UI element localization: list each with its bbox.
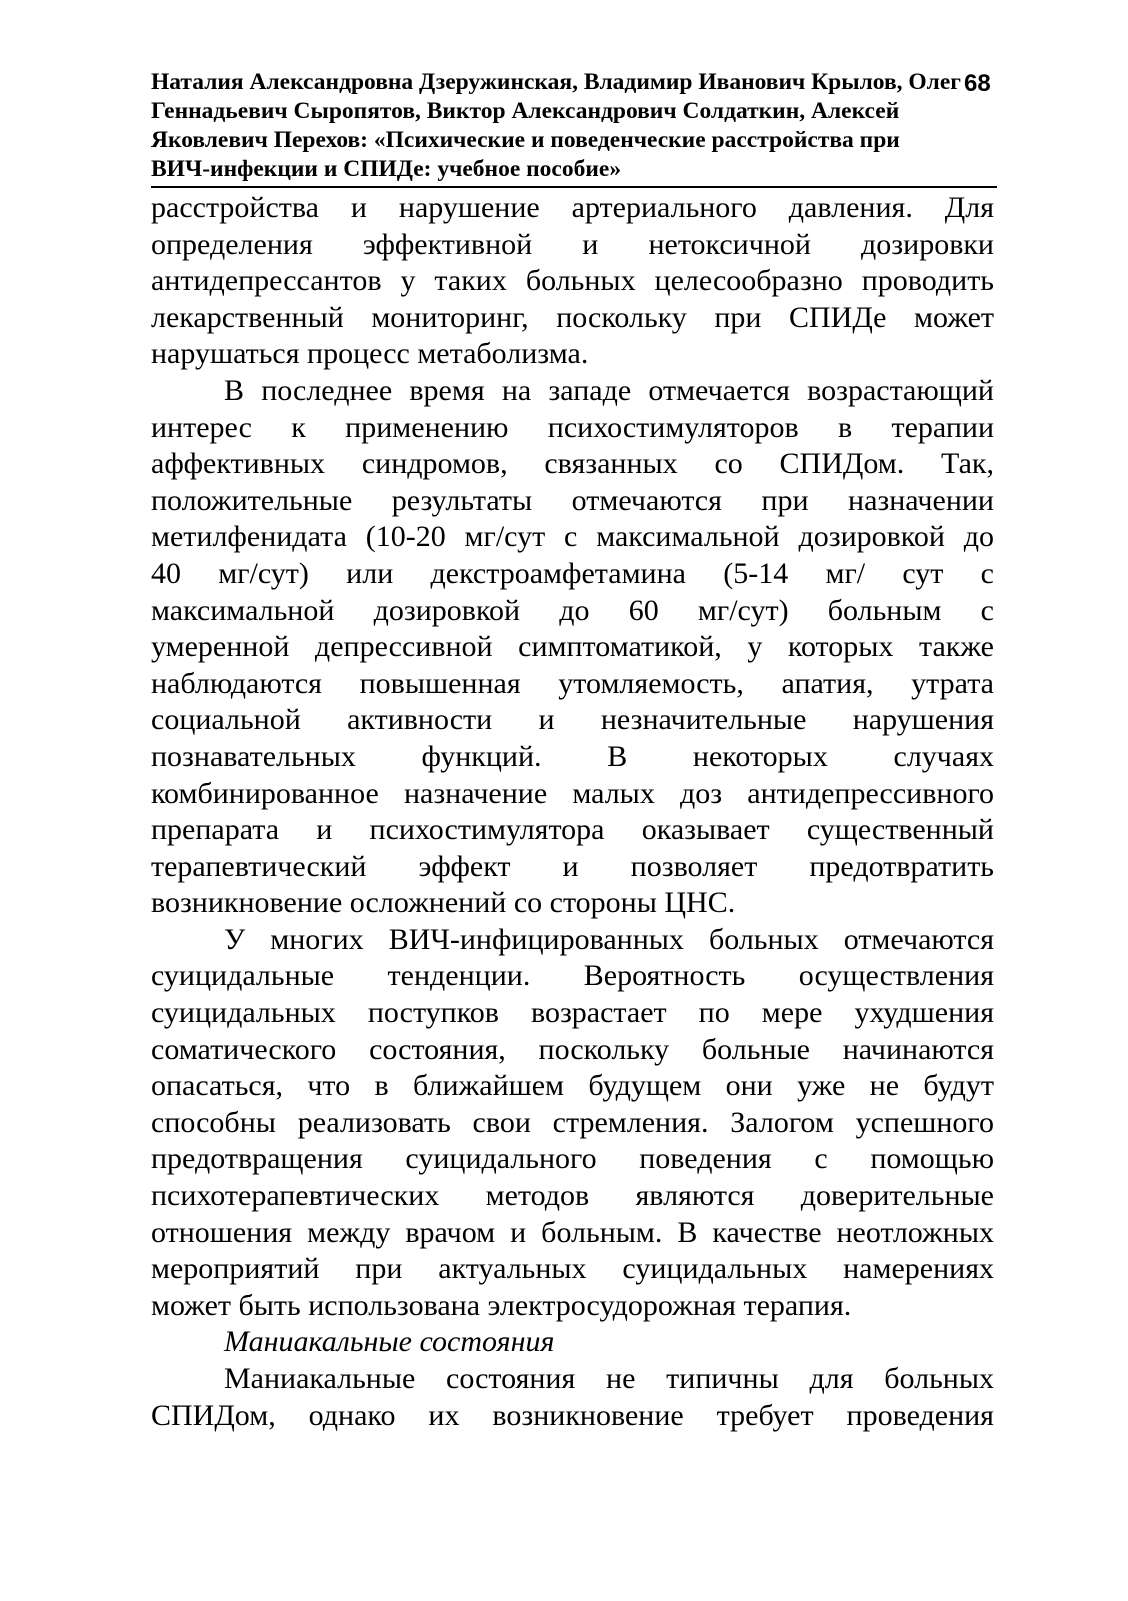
text-line: психотерапевтических методов являются доверительные	[151, 1179, 994, 1213]
header-line: Яковлевич Перехов: «Психические и поведенческие расстройства при	[151, 127, 900, 153]
text-line: наблюдаются повышенная утомляемость, апатия, утрата	[151, 666, 994, 700]
paragraph	[151, 1361, 994, 1434]
text-line: СПИДом, однако их возникновение требует проведения	[151, 1398, 994, 1432]
header-line: ВИЧ-инфекции и СПИДе: учебное пособие»	[151, 156, 622, 182]
text-line: метилфенидата (10-20 мг/сут с максимальной дозировкой до	[151, 520, 994, 554]
text-line: соматического состояния, поскольку больные начинаются	[151, 1032, 994, 1066]
text-line: может быть использована электросудорожная терапия.	[151, 1288, 852, 1322]
text-line: 40 мг/сут) или декстроамфетамина (5-14 мг/ сут с	[151, 556, 994, 590]
page-number: 68	[964, 70, 991, 97]
text-line: опасаться, что в ближайшем будущем они уже не будут	[151, 1069, 994, 1103]
text-line: препарата и психостимулятора оказывает существенный	[151, 813, 994, 847]
text-line: антидепрессантов у таких больных целесообразно проводить	[151, 264, 994, 298]
page-body	[151, 190, 994, 1434]
text-line: умеренной депрессивной симптоматикой, у которых также	[151, 630, 994, 664]
text-line: суицидальных поступков возрастает по мере ухудшения	[151, 996, 994, 1030]
text-line: нарушаться процесс метаболизма.	[151, 337, 589, 371]
text-line: определения эффективной и нетоксичной дозировки	[151, 227, 994, 261]
text-line: терапевтический эффект и позволяет предотвратить	[151, 849, 994, 883]
text-line: отношения между врачом и больным. В качестве неотложных	[151, 1215, 994, 1249]
text-line: интерес к применению психостимуляторов в терапии	[151, 410, 994, 444]
text-line: максимальной дозировкой до 60 мг/сут) больным с	[151, 593, 994, 627]
section-subheading: Маниакальные состояния	[224, 1325, 555, 1359]
text-line: предотвращения суицидального поведения с помощью	[151, 1142, 994, 1176]
text-line: В последнее время на западе отмечается возрастающий	[224, 373, 994, 407]
text-line: познавательных функций. В некоторых случаях	[151, 739, 994, 773]
text-line: способны реализовать свои стремления. Залогом успешного	[151, 1105, 994, 1139]
text-line: возникновение осложнений со стороны ЦНС.	[151, 886, 736, 920]
header-line: Геннадьевич Сыропятов, Виктор Александрович Солдаткин, Алексей	[151, 98, 900, 124]
paragraph	[151, 922, 994, 1325]
paragraph	[151, 373, 994, 922]
text-line: мероприятий при актуальных суицидальных намерениях	[151, 1252, 994, 1286]
text-line: аффективных синдромов, связанных со СПИДом. Так,	[151, 447, 994, 481]
text-line: комбинированное назначение малых доз антидепрессивного	[151, 776, 994, 810]
text-line: лекарственный мониторинг, поскольку при СПИДе может	[151, 300, 994, 334]
running-header	[151, 68, 994, 184]
header-line: Наталия Александровна Дзеружинская, Владимир Иванович Крылов, Олег	[151, 69, 961, 95]
text-line: расстройства и нарушение артериального давления. Для	[151, 191, 994, 224]
text-line: положительные результаты отмечаются при назначении	[151, 483, 994, 517]
paragraph	[151, 190, 994, 373]
text-line: У многих ВИЧ-инфицированных больных отмечаются	[224, 922, 994, 956]
header-divider	[151, 186, 997, 188]
text-line: суицидальные тенденции. Вероятность осуществления	[151, 959, 994, 993]
text-line: Маниакальные состояния не типичны для больных	[224, 1362, 994, 1395]
text-line: социальной активности и незначительные нарушения	[151, 703, 994, 737]
